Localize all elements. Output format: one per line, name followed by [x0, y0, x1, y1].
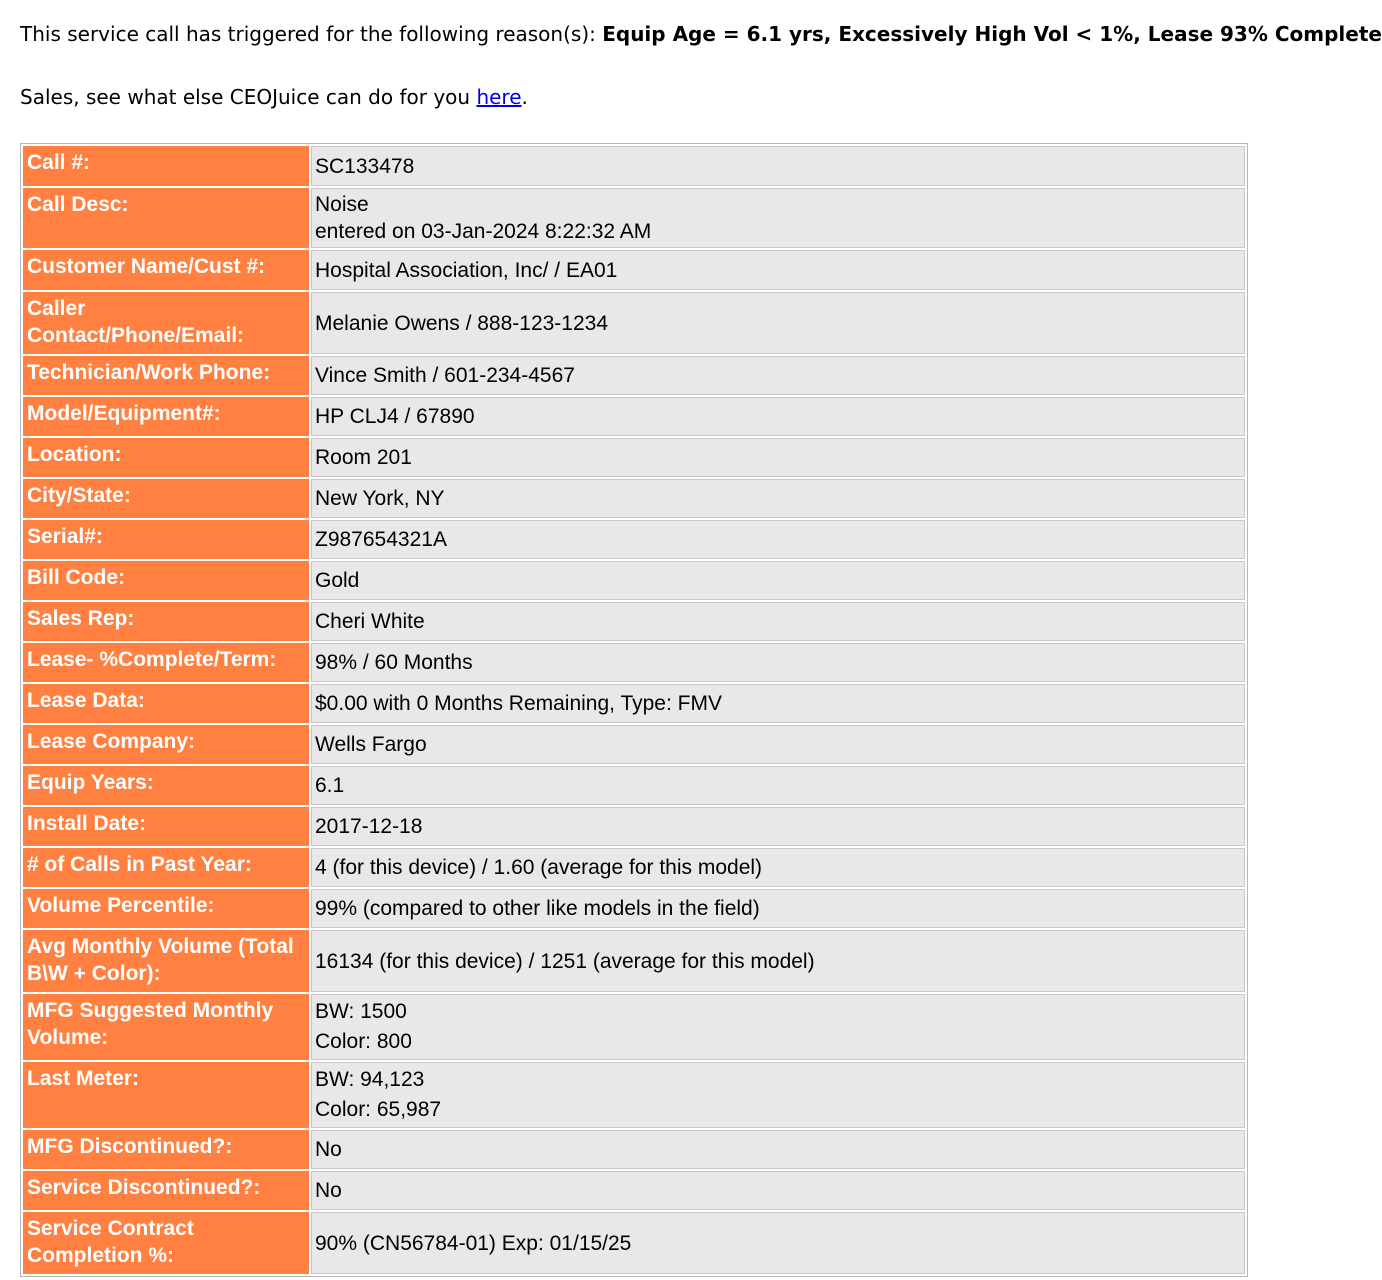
- value-equip-years: 6.1: [311, 766, 1245, 805]
- row-bill-code: [23, 561, 1245, 600]
- row-customer: [23, 250, 1245, 290]
- label-caller-contact: Caller Contact/Phone/Email:: [23, 292, 309, 354]
- row-equip-years: [23, 766, 1245, 805]
- label-sales-rep: Sales Rep:: [23, 602, 309, 641]
- label-model-equipment: Model/Equipment#:: [23, 397, 309, 436]
- row-mfg-suggested-volume: [23, 994, 1245, 1060]
- value-call-desc: [311, 188, 1245, 248]
- service-call-details-table: [20, 143, 1248, 1277]
- sales-message-prefix: Sales, see what else CEOJuice can do for you: [20, 85, 477, 109]
- row-model-equipment: [23, 397, 1245, 436]
- value-model-equipment: HP CLJ4 / 67890: [311, 397, 1245, 436]
- value-caller-contact: Melanie Owens / 888-123-1234: [311, 292, 1245, 354]
- label-equip-years: Equip Years:: [23, 766, 309, 805]
- value-install-date: 2017-12-18: [311, 807, 1245, 846]
- row-call-desc: [23, 188, 1245, 248]
- here-link[interactable]: here: [476, 85, 522, 109]
- label-call-desc: Call Desc:: [23, 188, 309, 248]
- meter-color: Color: 65,987: [315, 1098, 442, 1121]
- label-mfg-suggested-volume: MFG Suggested Monthly Volume:: [23, 994, 309, 1060]
- value-mfg-discontinued: No: [311, 1130, 1245, 1169]
- row-lease-data: [23, 684, 1245, 723]
- label-service-discontinued: Service Discontinued?:: [23, 1171, 309, 1210]
- value-city-state: New York, NY: [311, 479, 1245, 518]
- value-avg-monthly-volume: 16134 (for this device) / 1251 (average for this model): [311, 930, 1245, 992]
- label-bill-code: Bill Code:: [23, 561, 309, 600]
- value-service-discontinued: No: [311, 1171, 1245, 1210]
- label-location: Location:: [23, 438, 309, 477]
- value-call-number: SC133478: [311, 146, 1245, 186]
- value-service-contract-completion: 90% (CN56784-01) Exp: 01/15/25: [311, 1212, 1245, 1274]
- row-avg-monthly-volume: [23, 930, 1245, 992]
- value-sales-rep: Cheri White: [311, 602, 1245, 641]
- value-last-meter: [311, 1062, 1245, 1128]
- trigger-reason-prefix: This service call has triggered for the following reason(s):: [20, 22, 603, 46]
- value-technician: Vince Smith / 601-234-4567: [311, 356, 1245, 395]
- label-lease-data: Lease Data:: [23, 684, 309, 723]
- row-last-meter: [23, 1062, 1245, 1128]
- row-technician: [23, 356, 1245, 395]
- label-city-state: City/State:: [23, 479, 309, 518]
- meter-bw: BW: 94,123: [315, 1068, 425, 1091]
- value-customer: Hospital Association, Inc/ / EA01: [311, 250, 1245, 290]
- row-mfg-discontinued: [23, 1130, 1245, 1169]
- label-call-number: Call #:: [23, 146, 309, 186]
- value-location: Room 201: [311, 438, 1245, 477]
- row-location: [23, 438, 1245, 477]
- label-service-contract-completion: Service Contract Completion %:: [23, 1212, 309, 1274]
- trigger-reason-text: [20, 20, 1382, 48]
- row-caller-contact: [23, 292, 1245, 354]
- call-desc-text: Noise: [315, 193, 369, 216]
- label-customer: Customer Name/Cust #:: [23, 250, 309, 290]
- sales-message-suffix: .: [521, 85, 528, 109]
- label-install-date: Install Date:: [23, 807, 309, 846]
- value-bill-code: Gold: [311, 561, 1245, 600]
- sales-message: [20, 83, 528, 111]
- label-lease-complete-term: Lease- %Complete/Term:: [23, 643, 309, 682]
- label-mfg-discontinued: MFG Discontinued?:: [23, 1130, 309, 1169]
- row-service-discontinued: [23, 1171, 1245, 1210]
- label-volume-percentile: Volume Percentile:: [23, 889, 309, 928]
- value-lease-company: Wells Fargo: [311, 725, 1245, 764]
- label-lease-company: Lease Company:: [23, 725, 309, 764]
- value-lease-complete-term: 98% / 60 Months: [311, 643, 1245, 682]
- value-serial: Z987654321A: [311, 520, 1245, 559]
- row-service-contract-completion: [23, 1212, 1245, 1274]
- row-serial: [23, 520, 1245, 559]
- row-city-state: [23, 479, 1245, 518]
- row-call-number: [23, 146, 1245, 186]
- label-avg-monthly-volume: Avg Monthly Volume (Total B\W + Color):: [23, 930, 309, 992]
- row-lease-company: [23, 725, 1245, 764]
- value-lease-data: $0.00 with 0 Months Remaining, Type: FMV: [311, 684, 1245, 723]
- label-calls-past-year: # of Calls in Past Year:: [23, 848, 309, 887]
- row-calls-past-year: [23, 848, 1245, 887]
- suggested-color: Color: 800: [315, 1030, 412, 1053]
- value-mfg-suggested-volume: [311, 994, 1245, 1060]
- row-install-date: [23, 807, 1245, 846]
- row-sales-rep: [23, 602, 1245, 641]
- label-technician: Technician/Work Phone:: [23, 356, 309, 395]
- suggested-bw: BW: 1500: [315, 1000, 407, 1023]
- trigger-reasons: Equip Age = 6.1 yrs, Excessively High Vol < 1%, Lease 93% Complete: [602, 22, 1382, 46]
- row-volume-percentile: [23, 889, 1245, 928]
- value-calls-past-year: 4 (for this device) / 1.60 (average for this model): [311, 848, 1245, 887]
- label-serial: Serial#:: [23, 520, 309, 559]
- value-volume-percentile: 99% (compared to other like models in the field): [311, 889, 1245, 928]
- row-lease-complete-term: [23, 643, 1245, 682]
- call-entered-on: entered on 03-Jan-2024 8:22:32 AM: [315, 220, 652, 243]
- label-last-meter: Last Meter:: [23, 1062, 309, 1128]
